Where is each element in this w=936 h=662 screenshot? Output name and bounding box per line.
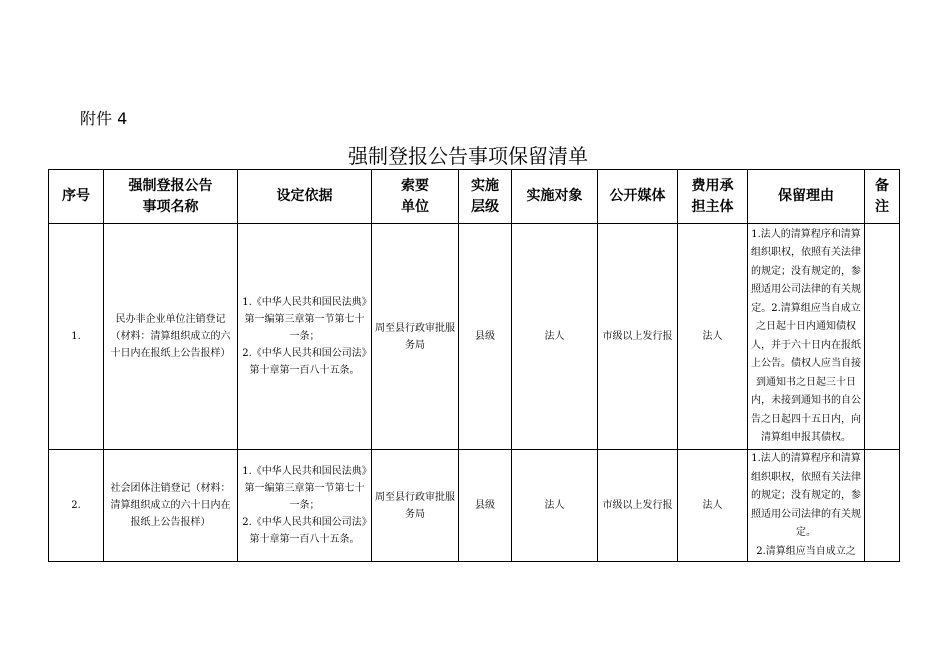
attachment-label: 附件 4 bbox=[80, 109, 128, 128]
header-dept: 索要 单位 bbox=[372, 170, 459, 224]
cell-target: 法人 bbox=[512, 450, 598, 562]
cell-media: 市级以上发行报 bbox=[598, 450, 678, 562]
header-level: 实施 层级 bbox=[459, 170, 512, 224]
header-item-name: 强制登报公告 事项名称 bbox=[104, 170, 238, 224]
retention-list-table bbox=[48, 169, 900, 562]
header-payer: 费用承 担主体 bbox=[678, 170, 748, 224]
cell-target: 法人 bbox=[512, 224, 598, 450]
cell-reason: 1.法人的清算程序和清算组织职权，依照有关法律的规定；没有规定的，参照适用公司法律的有关规定。2.清算组应当自成立之日起十日内通知债权人，并于六十日内在报纸上公告。债权人应当自接到通知书之日起三十日内，未接到通知书的自公告之日起四十五日内，向清算组申报其债权。 bbox=[748, 224, 865, 450]
header-reason: 保留理由 bbox=[748, 170, 865, 224]
cell-item-name: 民办非企业单位注销登记（材料：清算组织成立的六十日内在报纸上公告报样） bbox=[104, 224, 238, 450]
cell-payer: 法人 bbox=[678, 450, 748, 562]
cell-reason: 1.法人的清算程序和清算组织职权，依照有关法律的规定；没有规定的，参照适用公司法律的有关规定。 2.清算组应当自成立之 bbox=[748, 450, 865, 562]
header-target: 实施对象 bbox=[512, 170, 598, 224]
table-row bbox=[49, 450, 900, 562]
cell-level: 县级 bbox=[459, 450, 512, 562]
cell-basis: 1.《中华人民共和国民法典》第一编第三章第一节第七十一条； 2.《中华人民共和国公司法》第十章第一百八十五条。 bbox=[238, 450, 372, 562]
cell-no: 2. bbox=[49, 450, 104, 562]
cell-dept: 周至县行政审批服务局 bbox=[372, 224, 459, 450]
header-no: 序号 bbox=[49, 170, 104, 224]
header-row bbox=[49, 170, 900, 224]
cell-payer: 法人 bbox=[678, 224, 748, 450]
cell-dept: 周至县行政审批服务局 bbox=[372, 450, 459, 562]
header-media: 公开媒体 bbox=[598, 170, 678, 224]
cell-level: 县级 bbox=[459, 224, 512, 450]
cell-media: 市级以上发行报 bbox=[598, 224, 678, 450]
header-basis: 设定依据 bbox=[238, 170, 372, 224]
header-note: 备 注 bbox=[865, 170, 900, 224]
cell-item-name: 社会团体注销登记（材料：清算组织成立的六十日内在报纸上公告报样） bbox=[104, 450, 238, 562]
cell-basis: 1.《中华人民共和国民法典》第一编第三章第一节第七十一条； 2.《中华人民共和国公司法》第十章第一百八十五条。 bbox=[238, 224, 372, 450]
cell-no: 1. bbox=[49, 224, 104, 450]
cell-note bbox=[865, 450, 900, 562]
table-row bbox=[49, 224, 900, 450]
document-title: 强制登报公告事项保留清单 bbox=[348, 144, 588, 168]
cell-note bbox=[865, 224, 900, 450]
